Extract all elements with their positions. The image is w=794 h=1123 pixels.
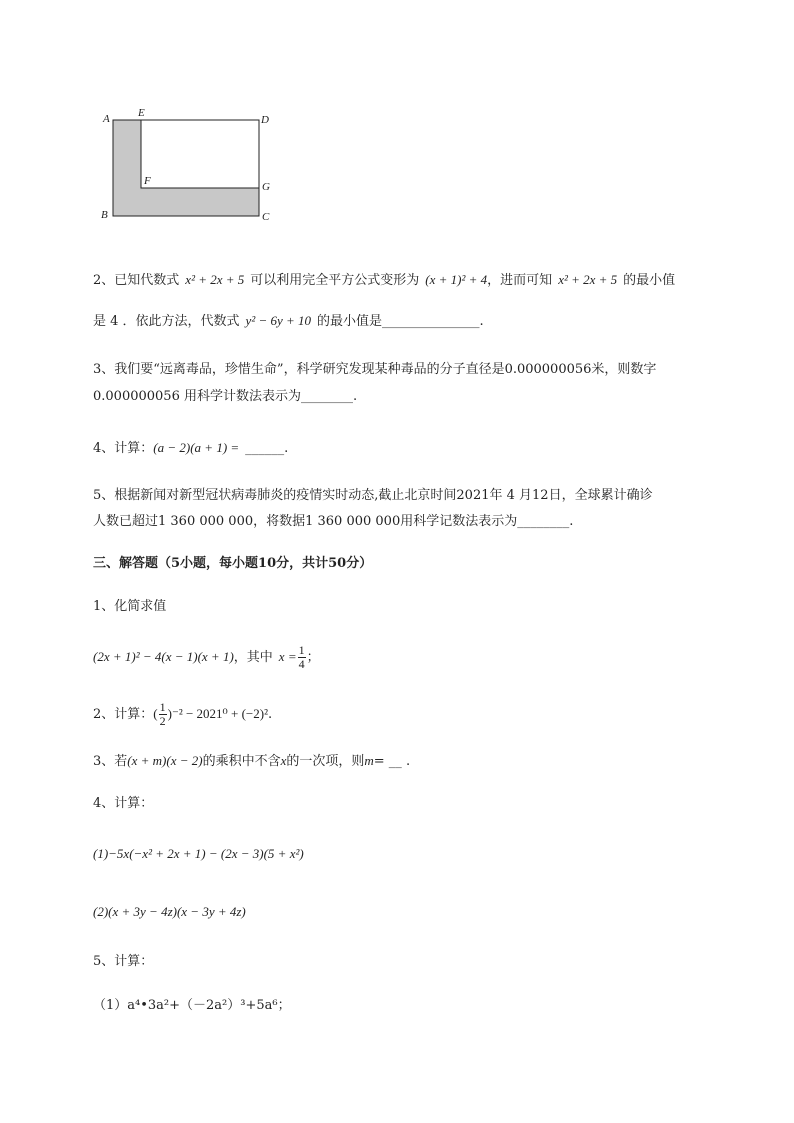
solve-q4-part2: (2)(x + 3y − 4z)(x − 3y + 4z) bbox=[93, 904, 246, 919]
question-text: ，进而可知 bbox=[487, 273, 553, 288]
fill-blank-q5-line1: 5、根据新闻对新型冠状病毒肺炎的疫情实时动态,截止北京时间2021年 4 月12日，全球累计确诊 bbox=[93, 488, 653, 503]
fraction: $\frac{1}{2}$ bbox=[159, 700, 166, 728]
solve-q1-expression bbox=[93, 644, 320, 671]
solve-q2 bbox=[93, 701, 272, 728]
question-text: 是 4 ．依此方法，代数式 bbox=[93, 314, 240, 329]
answer-blank: 的最小值是_______________. bbox=[317, 314, 484, 329]
label-d: D bbox=[261, 114, 269, 126]
question-text: 可以利用完全平方公式变形为 bbox=[250, 273, 420, 288]
solve-q4-part1: (1)−5x(−x² + 2x + 1) − (2x − 3)(5 + x²) bbox=[93, 846, 304, 861]
fraction: $\frac{1}{4}$ bbox=[298, 643, 305, 671]
rectangle-efgd bbox=[141, 120, 259, 188]
label-f: F bbox=[144, 175, 151, 187]
solve-q3 bbox=[93, 752, 410, 771]
shaded-l-region bbox=[113, 120, 259, 216]
solve-q4-title: 4、计算： bbox=[93, 796, 154, 811]
math-variable: x bbox=[280, 753, 287, 768]
math-expression: x² + 2x + 5 bbox=[185, 272, 245, 287]
question-text: 2、计算： bbox=[93, 707, 154, 722]
section-heading: 三、解答题（5小题，每小题10分，共计50分） bbox=[93, 556, 373, 571]
math-expression: (a − 2)(a + 1) = bbox=[153, 440, 240, 455]
question-text: ； bbox=[306, 650, 320, 665]
fill-blank-q2-line1 bbox=[93, 271, 675, 290]
fill-blank-q2-line2 bbox=[93, 312, 484, 331]
label-b: B bbox=[101, 209, 108, 221]
label-a: A bbox=[103, 113, 110, 125]
question-text: ，其中 bbox=[233, 650, 273, 665]
answer-blank: ______. bbox=[245, 441, 289, 456]
fill-blank-q4 bbox=[93, 439, 288, 458]
question-text: 4、计算： bbox=[93, 441, 154, 456]
fill-blank-q5-line2: 人数已超过1 360 000 000，将数据1 360 000 000用科学记数法表示为________. bbox=[93, 514, 574, 529]
math-variable: m bbox=[364, 753, 374, 768]
question-text: . bbox=[267, 707, 273, 722]
question-text: 的最小值 bbox=[623, 273, 676, 288]
fill-blank-q3-line1: 3、我们要“远离毒品，珍惜生命”，科学研究发现某种毒品的分子直径是0.000000056米，则数字 bbox=[93, 362, 657, 377]
question-number: 2、 bbox=[93, 273, 115, 288]
question-text: 的一次项，则 bbox=[286, 754, 365, 769]
math-expression: y² − 6y + 10 bbox=[245, 313, 312, 328]
math-expression: x = bbox=[278, 649, 297, 664]
math-expression: (2x + 1)² − 4(x − 1)(x + 1) bbox=[93, 649, 234, 664]
question-text: 的乘积中不含 bbox=[202, 754, 281, 769]
label-e: E bbox=[138, 107, 145, 119]
answer-blank: = __ . bbox=[373, 754, 411, 769]
math-expression: x² + 2x + 5 bbox=[558, 272, 618, 287]
solve-q5-title: 5、计算： bbox=[93, 954, 154, 969]
math-expression: ( bbox=[153, 706, 158, 721]
question-text: 3、若 bbox=[93, 754, 128, 769]
label-c: C bbox=[262, 211, 270, 223]
question-text: 已知代数式 bbox=[114, 273, 180, 288]
math-expression: (x + 1)² + 4 bbox=[425, 272, 488, 287]
fill-blank-q3-line2: 0.000000056 用科学计数法表示为________. bbox=[93, 389, 358, 404]
solve-q1-title: 1、化简求值 bbox=[93, 599, 167, 614]
math-expression: )⁻² − 2021⁰ + (−2)² bbox=[167, 706, 268, 721]
solve-q5-part1: （1）a⁴•3a²+（－2a²）³+5a⁶； bbox=[93, 998, 291, 1013]
math-expression: (x + m)(x − 2) bbox=[127, 753, 203, 768]
label-g: G bbox=[262, 181, 270, 193]
